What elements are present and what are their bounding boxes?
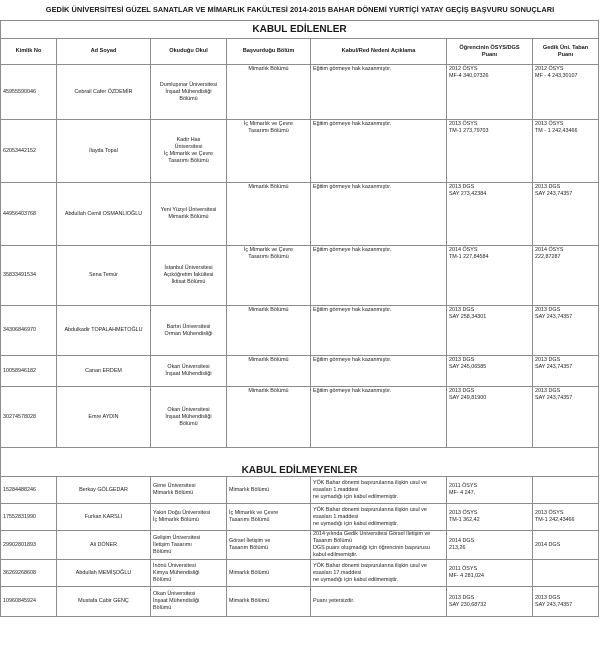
bolum-cell: Mimarlık Bölümü	[227, 387, 311, 448]
okul-cell: Kadir Has Üniversitesi İç Mimarlık ve Çevre Tasarımı Bölümü	[151, 120, 227, 183]
kimlik-no-cell: 10960845924	[1, 587, 57, 617]
aciklama-cell: 2014 yılında Gedik Üniversitesi Görsel İletişim ve Tasarım Bölümü DGS puanı oluşmadığı için öğrencinin başvurusu kabul edilmemiştir.	[311, 531, 447, 560]
okul-cell: Okan Üniversitesi İnşaat Mühendisliği	[151, 356, 227, 387]
taban-puani-cell	[533, 560, 599, 587]
taban-puani-cell	[533, 477, 599, 504]
bolum-cell: İç Mimarlık ve Çevre Tasarımı Bölümü	[227, 246, 311, 306]
ad-soyad-cell: Abdullah MEMİŞOĞLU	[57, 560, 151, 587]
ad-soyad-cell: Mustafa Cabir GENÇ	[57, 587, 151, 617]
document-title: GEDİK ÜNİVERSİTESİ GÜZEL SANATLAR VE MİMARLIK FAKÜLTESİ 2014-2015 BAHAR DÖNEMİ YURTİÇİ YATAY GEÇİŞ BAŞVURU SONUÇLARI	[45, 5, 555, 14]
ogrenci-puani-cell: 2014 DGS 213,26	[447, 531, 533, 560]
okul-cell: Yakın Doğu Üniversitesi İç Mimarlık Bölümü	[151, 504, 227, 531]
bolum-cell: Mimarlık Bölümü	[227, 65, 311, 120]
ogrenci-puani-cell: 2011 ÖSYS MF- 4 281,024	[447, 560, 533, 587]
header-name: Ad Soyad	[57, 39, 151, 65]
table-row	[1, 246, 599, 306]
okul-cell: Yeni Yüzyıl Üniversitesi Mimarlık Bölümü	[151, 183, 227, 246]
table-row	[1, 65, 599, 120]
header-score: Öğrencinin ÖSYS/DGS Puanı	[447, 39, 533, 65]
taban-puani-cell: 2013 DGS SAY 243,74357	[533, 387, 599, 448]
aciklama-cell: Eğitim görmeye hak kazanmıştır.	[311, 387, 447, 448]
kimlik-no-cell: 29902801893	[1, 531, 57, 560]
ad-soyad-cell: Furkan KARSLI	[57, 504, 151, 531]
table-row	[1, 477, 599, 504]
taban-puani-cell: 2014 ÖSYS 222,87287	[533, 246, 599, 306]
ogrenci-puani-cell: 2014 ÖSYS TM-1 227,84584	[447, 246, 533, 306]
ad-soyad-cell: Cebrail Cafer ÖZDEMİR	[57, 65, 151, 120]
bolum-cell: İç Mimarlık ve Çevre Tasarımı Bölümü	[227, 504, 311, 531]
table-row	[1, 560, 599, 587]
aciklama-cell: YÖK Bahar dönemi başvurularına ilişkin usul ve esasları 17.maddesi ne uymadığı için kabul edilmemiştir.	[311, 560, 447, 587]
bolum-cell: Mimarlık Bölümü	[227, 183, 311, 246]
table-row	[1, 587, 599, 617]
header-dept: Başvurduğu Bölüm	[227, 39, 311, 65]
ogrenci-puani-cell: 2011 ÖSYS MF- 4 247,	[447, 477, 533, 504]
header-row	[1, 39, 599, 65]
table-row	[1, 306, 599, 356]
bolum-cell: Mimarlık Bölümü	[227, 560, 311, 587]
ad-soyad-cell: Emre AYDIN	[57, 387, 151, 448]
accepted-section-title: KABUL EDİLENLER	[1, 21, 599, 39]
table-row	[1, 356, 599, 387]
header-base: Gedik Üni. Taban Puanı	[533, 39, 599, 65]
bolum-cell: Mimarlık Bölümü	[227, 306, 311, 356]
table-row	[1, 387, 599, 448]
ad-soyad-cell: Canan ERDEM	[57, 356, 151, 387]
kimlik-no-cell: 15284488246	[1, 477, 57, 504]
bolum-cell: Mimarlık Bölümü	[227, 356, 311, 387]
ad-soyad-cell: Ali DÖNER	[57, 531, 151, 560]
ogrenci-puani-cell: 2013 DGS SAY 258,34301	[447, 306, 533, 356]
taban-puani-cell: 2013 DGS SAY 243,74357	[533, 306, 599, 356]
ogrenci-puani-cell: 2013 ÖSYS TM-1 362,42	[447, 504, 533, 531]
okul-cell: Okan Üniversitesi İnşaat Mühendisliği Bölümü	[151, 387, 227, 448]
aciklama-cell: Eğitim görmeye hak kazanmıştır.	[311, 306, 447, 356]
header-reason: Kabul/Red Nedeni Açıklama	[311, 39, 447, 65]
rejected-section-title: KABUL EDİLMEYENLER	[1, 448, 599, 477]
kimlik-no-cell: 36269268608	[1, 560, 57, 587]
accepted-section-title-row	[1, 21, 599, 39]
aciklama-cell: YÖK Bahar dönemi başvurularına ilişkin usul ve esasları 1.maddesi ne uymadığı için kabul edilmemiştir.	[311, 477, 447, 504]
ogrenci-puani-cell: 2013 DGS SAY 230,68732	[447, 587, 533, 617]
taban-puani-cell: 2013 DGS SAY 243,74357	[533, 356, 599, 387]
ogrenci-puani-cell: 2013 DGS SAY 249,81900	[447, 387, 533, 448]
okul-cell: Girne Üniversitesi Mimarlık Bölümü	[151, 477, 227, 504]
kimlik-no-cell: 10058946182	[1, 356, 57, 387]
okul-cell: Gelişim Üniversitesi İletişim Tasarımı Bölümü	[151, 531, 227, 560]
okul-cell: İnönü Üniversitesi Kimya Mühendisliği Bölümü	[151, 560, 227, 587]
table-row	[1, 504, 599, 531]
aciklama-cell: YÖK Bahar dönemi başvurularına ilişkin usul ve esasları 1.maddesi ne uymadığı için kabul edilmemiştir.	[311, 504, 447, 531]
taban-puani-cell: 2013 DGS SAY 243,74357	[533, 587, 599, 617]
taban-puani-cell: 2012 ÖSYS MF - 4 243,30107	[533, 65, 599, 120]
bolum-cell: Mimarlık Bölümü	[227, 477, 311, 504]
ogrenci-puani-cell: 2013 DGS SAY 273,42384	[447, 183, 533, 246]
taban-puani-cell: 2013 DGS SAY 243,74357	[533, 183, 599, 246]
rejected-section-title-row	[1, 448, 599, 477]
ad-soyad-cell: Sena Temür	[57, 246, 151, 306]
results-table	[0, 20, 599, 617]
table-row	[1, 531, 599, 560]
okul-cell: İstanbul Üniversitesi Açıköğretim fakültesi İktisat Bölümü	[151, 246, 227, 306]
okul-cell: Bartın Üniversitesi Orman Mühendisliği	[151, 306, 227, 356]
kimlik-no-cell: 44956403768	[1, 183, 57, 246]
aciklama-cell: Puanı yetersizdir.	[311, 587, 447, 617]
header-school: Okuduğu Okul	[151, 39, 227, 65]
aciklama-cell: Eğitim görmeye hak kazanmıştır.	[311, 183, 447, 246]
okul-cell: Dumlupınar Üniversitesi İnşaat Mühendisliği Bölümü	[151, 65, 227, 120]
ad-soyad-cell: Abdullah Cemil OSMANLIOĞLU	[57, 183, 151, 246]
taban-puani-cell: 2013 ÖSYS TM - 1 242,43466	[533, 120, 599, 183]
aciklama-cell: Eğitim görmeye hak kazanmıştır.	[311, 356, 447, 387]
aciklama-cell: Eğitim görmeye hak kazanmıştır.	[311, 120, 447, 183]
okul-cell: Okan Üniversitesi İnşaat Mühendisliği Bölümü	[151, 587, 227, 617]
bolum-cell: Mimarlık Bölümü	[227, 587, 311, 617]
kimlik-no-cell: 62053442152	[1, 120, 57, 183]
ad-soyad-cell: Berkay GÖLGEDAR	[57, 477, 151, 504]
kimlik-no-cell: 30274578028	[1, 387, 57, 448]
ogrenci-puani-cell: 2013 DGS SAY 245,06585	[447, 356, 533, 387]
ad-soyad-cell: Abdulkadir TOPALAHMETOĞLU	[57, 306, 151, 356]
ad-soyad-cell: İlayda Topal	[57, 120, 151, 183]
aciklama-cell: Eğitim görmeye hak kazanmıştır.	[311, 65, 447, 120]
taban-puani-cell: 2013 ÖSYS TM-1 242,43466	[533, 504, 599, 531]
aciklama-cell: Eğitim görmeye hak kazanmıştır.	[311, 246, 447, 306]
bolum-cell: Görsel İletişim ve Tasarım Bölümü	[227, 531, 311, 560]
taban-puani-cell: 2014 DGS	[533, 531, 599, 560]
ogrenci-puani-cell: 2013 ÖSYS TM-1 273,79703	[447, 120, 533, 183]
kimlik-no-cell: 34306846970	[1, 306, 57, 356]
header-id: Kimlik No	[1, 39, 57, 65]
kimlik-no-cell: 35833491534	[1, 246, 57, 306]
kimlik-no-cell: 45955590046	[1, 65, 57, 120]
table-row	[1, 120, 599, 183]
ogrenci-puani-cell: 2012 ÖSYS MF-4 340,07326	[447, 65, 533, 120]
bolum-cell: İç Mimarlık ve Çevre Tasarımı Bölümü	[227, 120, 311, 183]
kimlik-no-cell: 17552831990	[1, 504, 57, 531]
table-row	[1, 183, 599, 246]
